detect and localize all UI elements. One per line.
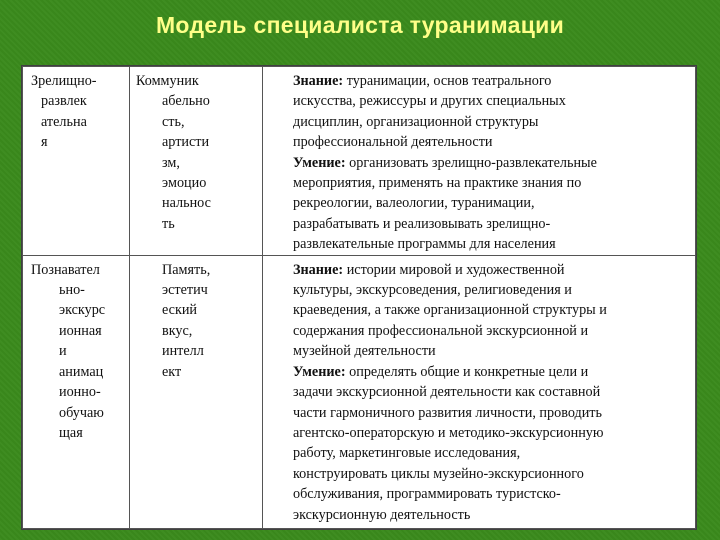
cell-line: вкус, (162, 322, 193, 339)
cell-line: ть (162, 215, 175, 232)
line-text: экскурсионную деятельность (293, 506, 471, 523)
cell-line: анимац (59, 363, 104, 380)
cell-line (293, 423, 691, 443)
cell-line (293, 91, 691, 111)
cell-line: я (41, 134, 48, 151)
cell-line (293, 193, 691, 213)
line-text: обслуживания, программировать туристско- (293, 486, 561, 503)
cell-line: ьно- (59, 282, 85, 299)
line-text: определять общие и конкретные цели и (345, 363, 589, 380)
line-text: профессиональной деятельности (293, 134, 493, 151)
line-text: развлекательные программы для населения (293, 236, 556, 253)
line-text: дисциплин, организационной структуры (293, 113, 539, 130)
activity-type-cell (23, 67, 130, 256)
line-text: разрабатывать и реализовывать зрелищно- (293, 215, 551, 232)
line-text: агентско-операторскую и методико-экскурсионную (293, 424, 604, 441)
activity-type-cell (23, 255, 130, 528)
line-text: культуры, экскурсоведения, религиоведения и (293, 282, 572, 299)
cell-line (293, 234, 691, 254)
table-row (23, 255, 696, 528)
table-row (23, 67, 696, 256)
cell-line: интелл (162, 343, 204, 360)
keyword-label: Знание: (293, 261, 344, 278)
cell-line: эмоцио (162, 175, 207, 192)
cell-line: зм, (162, 154, 180, 171)
line-text: туранимации, основ театрального (343, 73, 552, 89)
line-text: работу, маркетинговые исследования, (293, 445, 521, 462)
cell-line: нальнос (162, 195, 211, 212)
cell-line (293, 484, 691, 504)
line-text: содержания профессиональной экскурсионной и (293, 322, 589, 339)
cell-line (293, 300, 691, 320)
cell-line (293, 112, 691, 132)
cell-line: ионная (59, 322, 102, 339)
page-title: Модель специалиста туранимации (155, 12, 565, 38)
cell-line (293, 321, 691, 341)
line-text: краеведения, а также организационной структуры и (293, 302, 607, 319)
knowledge-skills-cell (263, 67, 696, 256)
cell-line: развлек (41, 93, 87, 110)
cell-line (293, 341, 691, 361)
cell-line (293, 464, 691, 484)
cell-line (293, 214, 691, 234)
cell-line (293, 153, 691, 173)
cell-line: еский (162, 302, 198, 319)
specialist-model-table (21, 65, 697, 530)
cell-line: обучаю (59, 404, 104, 421)
line-text: организовать зрелищно-развлекательные (345, 154, 597, 171)
line-text: рекреологии, валеологии, туранимации, (293, 195, 535, 212)
cell-line (293, 382, 691, 402)
cell-line (293, 71, 691, 91)
cell-line: щая (59, 424, 83, 441)
personal-qualities-cell (130, 67, 263, 256)
cell-line (293, 173, 691, 193)
keyword-label: Знание: (293, 73, 344, 89)
personal-qualities-cell (130, 255, 263, 528)
cell-line: и (59, 343, 67, 360)
cell-line (293, 132, 691, 152)
cell-line: артисти (162, 134, 210, 151)
line-text: мероприятия, применять на практике знания по (293, 175, 582, 192)
line-text: конструировать циклы музейно-экскурсионного (293, 465, 584, 482)
cell-line: Зрелищно- (31, 73, 97, 89)
cell-line (293, 403, 691, 423)
cell-line: абельно (162, 93, 210, 110)
cell-line (293, 443, 691, 463)
cell-line: Коммуник (136, 73, 199, 89)
line-text: истории мировой и художественной (343, 261, 565, 278)
cell-line: ионно- (59, 384, 101, 401)
cell-line: экскурс (59, 302, 106, 319)
line-text: музейной деятельности (293, 343, 436, 360)
line-text: части гармоничного развития личности, проводить (293, 404, 602, 421)
knowledge-skills-cell (263, 255, 696, 528)
keyword-label: Умение: (293, 154, 346, 171)
cell-line: Познавател (31, 261, 100, 278)
cell-line: эстетич (162, 282, 208, 299)
line-text: задачи экскурсионной деятельности как составной (293, 384, 601, 401)
cell-line: ательна (41, 113, 87, 130)
cell-line (293, 260, 691, 280)
cell-line (293, 505, 691, 525)
cell-line: ект (162, 363, 182, 380)
keyword-label: Умение: (293, 363, 346, 380)
cell-line: сть, (162, 113, 185, 130)
cell-line (293, 280, 691, 300)
cell-line: Память, (162, 261, 211, 278)
line-text: искусства, режиссуры и других специальных (293, 93, 566, 110)
cell-line (293, 362, 691, 382)
